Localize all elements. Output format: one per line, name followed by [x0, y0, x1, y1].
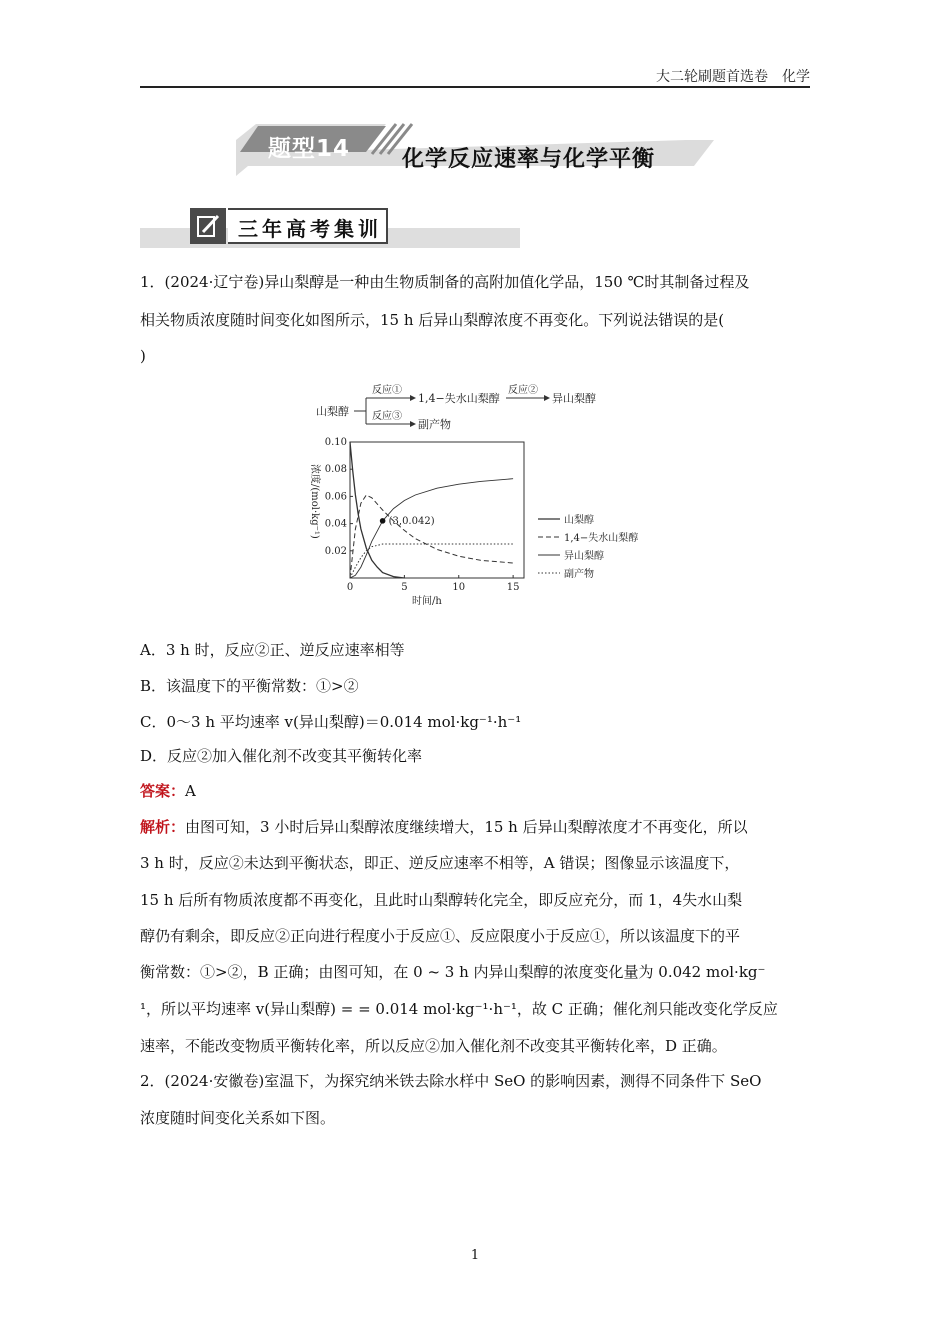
x-tick-label: 10: [452, 582, 466, 593]
q1-line1: 1．(2024·辽宁卷)异山梨醇是一种由生物质制备的高附加值化学品，150 ℃时其制备过程及: [140, 273, 750, 291]
analysis-label: 解析：: [140, 818, 186, 836]
scheme-label-r3: 反应③: [372, 411, 402, 422]
y-tick-label: 0.06: [324, 491, 347, 503]
analysis-line-2: 3 h 时，反应②未达到平衡状态，即正、逆反应速率不相等，A 错误；图像显示该温度下，: [140, 854, 740, 872]
x-tick-label: 0: [346, 582, 354, 593]
q1-line2: 相关物质浓度随时间变化如图所示，15 h 后异山梨醇浓度不再变化。下列说法错误的是(: [140, 311, 725, 329]
scheme-byproduct: 副产物: [418, 418, 451, 431]
legend-label: 副产物: [564, 569, 594, 580]
q1-line3: ): [140, 347, 146, 365]
analysis-line-3: 15 h 后所有物质浓度都不再变化，且此时山梨醇转化完全，即反应充分，而 1，4失水山梨: [140, 891, 743, 909]
banner-title: 化学反应速率与化学平衡: [402, 147, 656, 172]
q2-line1: 2．(2024·安徽卷)室温下，为探究纳米铁去除水样中 SeO 的影响因素，测得不同条件下 SeO: [140, 1072, 762, 1090]
concentration-chart: [300, 378, 660, 610]
scheme-arrowhead-r3: [410, 421, 416, 427]
analysis-line-5: 衡常数：①>②，B 正确；由图可知，在 0 ~ 3 h 内异山梨醇的浓度变化量为 0.042 mol·kg⁻: [140, 963, 766, 981]
analysis-line-4: 醇仍有剩余，即反应②正向进行程度小于反应①、反应限度小于反应①，所以该温度下的平: [140, 927, 741, 945]
x-tick-label: 5: [401, 582, 408, 593]
analysis-line-1: [140, 817, 748, 837]
series-layer: [350, 442, 513, 578]
legend: [538, 513, 638, 580]
banner-tag: 题型14: [268, 136, 351, 162]
x-tick-label: 15: [506, 582, 520, 593]
legend-label: 1,4−失水山梨醇: [564, 533, 639, 544]
header-rule: [140, 86, 810, 88]
x-axis-label: 时间/h: [412, 596, 442, 607]
y-tick-label: 0.04: [324, 518, 347, 530]
plot-frame: [350, 442, 524, 578]
option-d: D．反应②加入催化剂不改变其平衡转化率: [140, 747, 423, 765]
svg-text:浓度/(mol·kg⁻¹): 浓度/(mol·kg⁻¹): [309, 464, 320, 539]
answer-value: A: [185, 782, 196, 800]
analysis-text-1: 由图可知，3 小时后异山梨醇浓度继续增大，15 h 后异山梨醇浓度才不再变化，所以: [185, 818, 748, 836]
scheme-intermediate: 1,4−失水山梨醇: [418, 392, 500, 405]
page-number: 1: [470, 1248, 480, 1263]
analysis-line-6: ¹，所以平均速率 v(异山梨醇) = = 0.014 mol·kg⁻¹·h⁻¹，故 C 正确；催化剂只能改变化学反应: [140, 1000, 778, 1018]
option-a: A．3 h 时，反应②正、逆反应速率相等: [140, 641, 405, 659]
running-header: 大二轮刷题首选卷 化学: [656, 69, 810, 85]
annotation-point: [380, 518, 386, 524]
y-tick-label: 0.08: [324, 464, 347, 476]
series-line: [350, 442, 404, 578]
legend-label: 异山梨醇: [564, 551, 604, 562]
section-label: 三年高考集训: [238, 217, 382, 241]
answer-label: 答案：: [140, 782, 186, 800]
scheme-arrowhead-r2: [544, 395, 550, 401]
pencil-note-icon: [190, 208, 226, 244]
legend-label: 山梨醇: [564, 515, 594, 526]
scheme-arrowhead-r1: [410, 395, 416, 401]
y-tick-label: 0.10: [324, 437, 347, 448]
annotation-label: (3,0.042): [388, 515, 435, 527]
y-tick-label: 0.02: [324, 545, 347, 557]
answer-line: [140, 781, 196, 801]
q2-line2: 浓度随时间变化关系如下图。: [140, 1109, 336, 1127]
analysis-line-7: 速率，不能改变物质平衡转化率，所以反应②加入催化剂不改变其平衡转化率，D 正确。: [140, 1037, 727, 1055]
scheme-product: 异山梨醇: [552, 392, 596, 405]
scheme-label-r2: 反应②: [508, 385, 538, 396]
option-c: C．0～3 h 平均速率 v(异山梨醇)＝0.014 mol·kg⁻¹·h⁻¹: [140, 713, 522, 731]
scheme-label-r1: 反应①: [372, 385, 402, 396]
scheme-reactant: 山梨醇: [316, 405, 349, 418]
option-b: B．该温度下的平衡常数：①>②: [140, 677, 359, 695]
y-axis-label: [309, 464, 322, 539]
